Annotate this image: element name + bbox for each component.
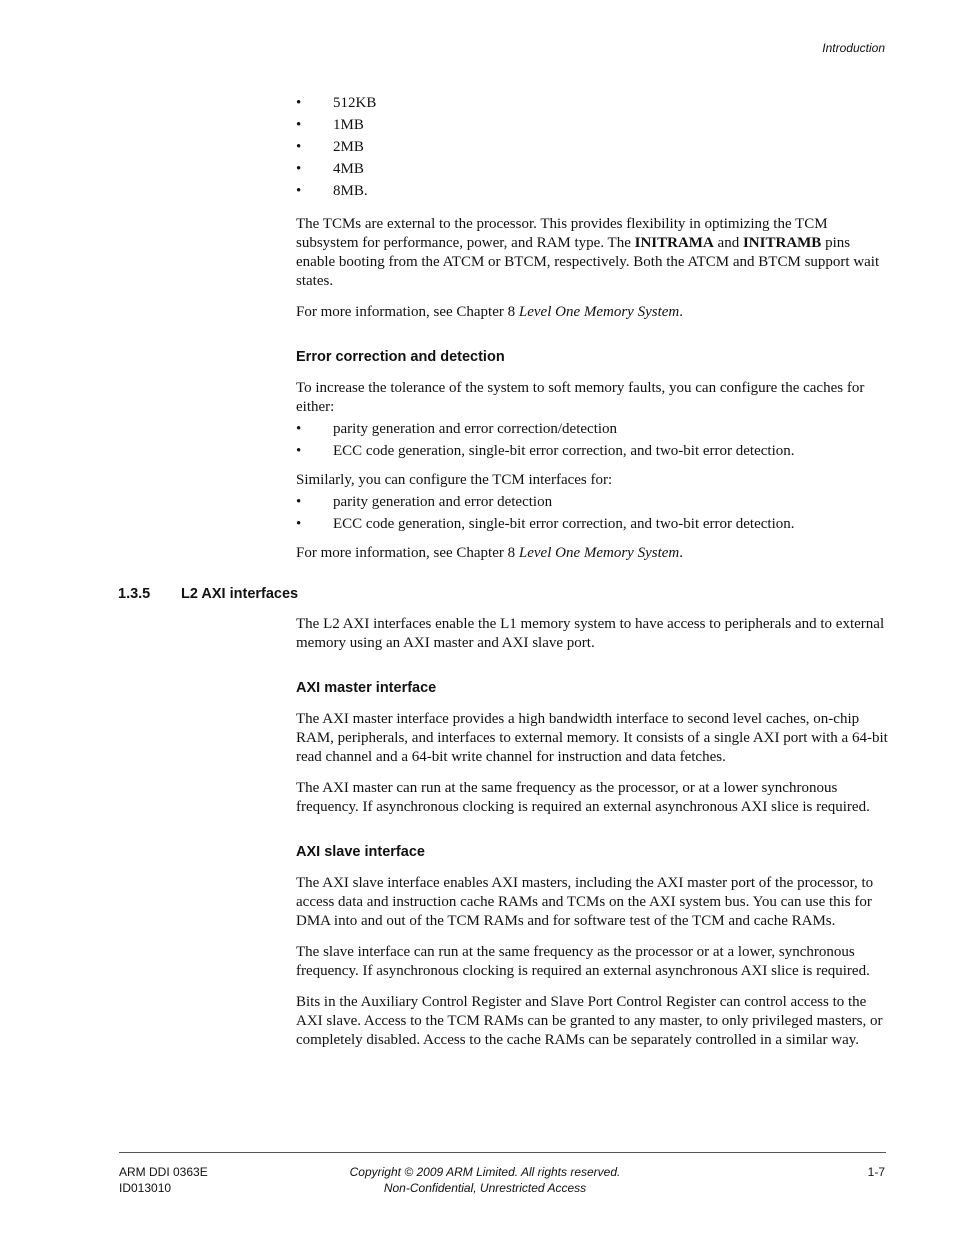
- footer-divider: [119, 1152, 886, 1153]
- initramb-signal: INITRAMB: [742, 235, 822, 251]
- page-number: 1-7: [867, 1165, 885, 1179]
- ecc-intro: To increase the tolerance of the system to soft memory faults, you can configure the caches for either:: [296, 380, 865, 415]
- chapter-reference: Level One Memory System: [518, 304, 680, 320]
- page-content: [118, 92, 888, 1062]
- section-title: L2 AXI interfaces: [181, 586, 299, 602]
- axi-master-heading: AXI master interface: [296, 680, 437, 696]
- access-text: Non-Confidential, Unrestricted Access: [383, 1181, 587, 1195]
- running-header: Introduction: [822, 41, 885, 55]
- tcm-ecc-list: [296, 491, 888, 535]
- list-item: • 512KB: [296, 92, 888, 114]
- axi-slave-paragraph: Bits in the Auxiliary Control Register and Slave Port Control Register can control access to the AXI slave. Access to the TCM RAMs can be granted to any master, to only privileged masters, or completely disabled. Access to the cache RAMs can be separately controlled in a similar way.: [296, 994, 883, 1048]
- initrama-signal: INITRAMA: [634, 235, 714, 251]
- chapter-reference: Level One Memory System: [518, 545, 680, 561]
- tcm-size-list: [296, 92, 888, 202]
- release-id: ID013010: [119, 1181, 172, 1195]
- list-item: • ECC code generation, single-bit error correction, and two-bit error detection.: [296, 440, 888, 462]
- list-item: • 4MB: [296, 158, 888, 180]
- cache-ecc-list: [296, 418, 888, 462]
- footer-copyright: [302, 1164, 668, 1196]
- axi-slave-heading: AXI slave interface: [296, 844, 425, 860]
- l2-axi-intro: The L2 AXI interfaces enable the L1 memory system to have access to peripherals and to external memory using an AXI master and AXI slave port.: [296, 616, 885, 651]
- list-item: • parity generation and error detection: [296, 491, 888, 513]
- list-item: • 1MB: [296, 114, 888, 136]
- axi-master-paragraph: The AXI master can run at the same frequency as the processor, or at a lower synchronous frequency. If asynchronous clocking is required an external asynchronous AXI slice is required.: [296, 780, 870, 815]
- more-info-paragraph: For more information, see Chapter 8 Level One Memory System.: [296, 545, 683, 561]
- more-info-paragraph: For more information, see Chapter 8 Level One Memory System.: [296, 304, 683, 320]
- list-item: • parity generation and error correction/detection: [296, 418, 888, 440]
- section-heading-1-3-5: [118, 585, 888, 603]
- doc-id: ARM DDI 0363E: [119, 1165, 208, 1179]
- list-item: • 2MB: [296, 136, 888, 158]
- axi-master-paragraph: The AXI master interface provides a high bandwidth interface to second level caches, on-chip RAM, peripherals, and interfaces to external memory. It consists of a single AXI port with a 64-bit read channel and a 64-bit write channel for instruction and data fetches.: [296, 711, 888, 765]
- copyright-text: Copyright © 2009 ARM Limited. All rights reserved.: [349, 1165, 621, 1179]
- list-item: • ECC code generation, single-bit error correction, and two-bit error detection.: [296, 513, 888, 535]
- tcm-ecc-intro: Similarly, you can configure the TCM interfaces for:: [296, 472, 613, 488]
- axi-slave-paragraph: The slave interface can run at the same frequency as the processor or at a lower, synchronous frequency. If asynchronous clocking is required an external asynchronous AXI slice is required.: [296, 944, 870, 979]
- ecc-heading: Error correction and detection: [296, 349, 505, 365]
- footer-doc-ids: [119, 1164, 208, 1196]
- tcm-paragraph: The TCMs are external to the processor. This provides flexibility in optimizing the TCM subsystem for performance, power, and RAM type. The INITRAMA and INITRAMB pins enable booting from the ATCM or BTCM, respectively. Both the ATCM and BTCM support wait states.: [296, 216, 880, 289]
- section-number: 1.3.5: [118, 586, 151, 602]
- list-item: • 8MB.: [296, 180, 888, 202]
- axi-slave-paragraph: The AXI slave interface enables AXI masters, including the AXI master port of the processor, to access data and instruction cache RAMs and TCMs on the AXI system bus. You can use this for DMA into and out of the TCM RAMs and for software test of the TCM and cache RAMs.: [296, 875, 874, 929]
